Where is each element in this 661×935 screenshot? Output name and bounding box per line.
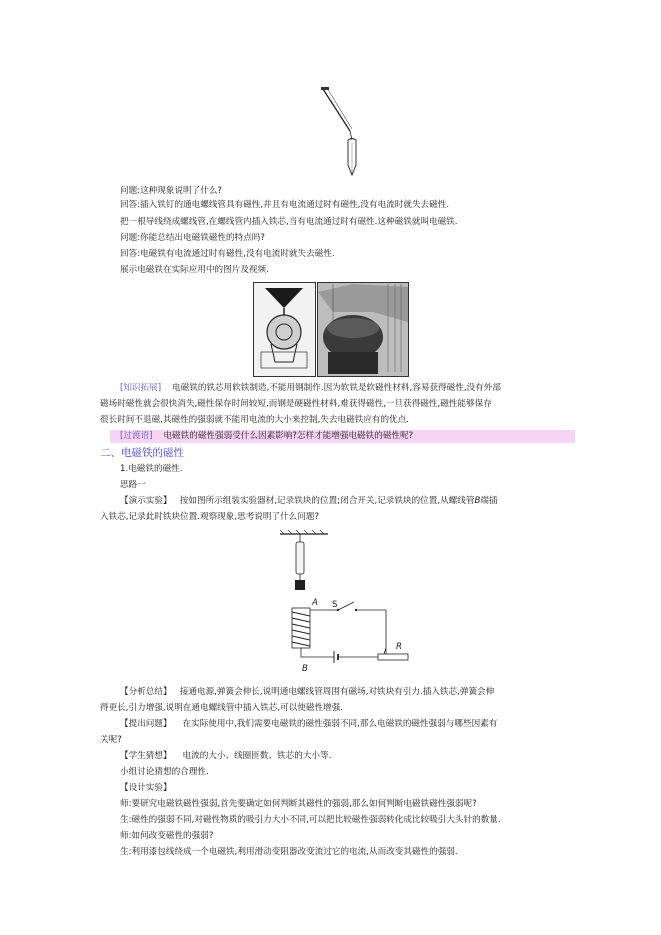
design-tag: 【设计实验】 — [120, 783, 172, 793]
analysis-line-2: 得更长,引力增强,说明在通电螺线管中插入铁芯,可以使磁性增强. — [100, 703, 343, 713]
circuit-diagram — [270, 530, 420, 678]
guess-tag: 【学生猜想】 — [120, 751, 172, 761]
text-line: 问题:这种现象说明了什么? — [120, 186, 222, 196]
knowledge-line-3: 很长时间不退磁,其磁性的强弱就不能用电流的大小来控制,失去电磁铁应有的优点. — [100, 415, 409, 425]
transition-tag: [过渡语] — [120, 431, 153, 441]
dialog-line: 生:磁性的强弱不同,对磁性物质的吸引力大小不同,可以把比较磁性强弱转化成比较吸引大头针的数量. — [120, 815, 501, 825]
knowledge-tag: [知识拓展] — [120, 383, 162, 393]
dialog-line: 生:利用漆包线绕成一个电磁铁,利用滑动变阻器改变流过它的电流,从而改变其磁性的强弱. — [120, 847, 458, 857]
dialog-line: 师:如何改变磁性的强弱? — [120, 831, 214, 841]
electromagnet-application-photos — [253, 282, 409, 377]
subsection-heading: 1.电磁铁的磁性. — [120, 464, 183, 474]
group-line: 小组讨论猜想的合理性. — [120, 767, 209, 777]
label-a: A — [312, 598, 318, 608]
demo-tag: 【演示实验】 — [120, 496, 172, 506]
guess-line: 【学生猜想】 电流的大小、线圈匝数、铁芯的大小等. — [120, 751, 332, 761]
section-title: 二、电磁铁的磁性 — [100, 447, 184, 459]
label-r: R — [396, 642, 402, 652]
nail-suspension-figure — [318, 85, 370, 180]
transition-line: [过渡语] 电磁铁的磁性强弱受什么因素影响?怎样才能增强电磁铁的磁性呢? — [110, 430, 575, 443]
text-line: 展示电磁铁在实际应用中的图片及视频. — [120, 265, 269, 275]
knowledge-line-2: 磁场时磁性就会很快消失,磁性保存时间较短.而钢是硬磁性材料,难获得磁性,一旦获得磁性,磁性能够保存 — [100, 399, 492, 409]
demo-line-2: 入铁芯,记录此时铁块位置.观察现象,思考说明了什么问题? — [100, 512, 320, 522]
demo-line-1: 【演示实验】 按如图所示组装实验器材,记录铁块的位置;闭合开关,记录铁块的位置,从螺线管B端插 — [120, 496, 498, 506]
analysis-line-1: 【分析总结】 接通电源,弹簧会伸长,说明通电螺线管周围有磁场,对铁块有引力.插入铁芯,弹簧会伸 — [120, 687, 495, 697]
idea-label: 思路一 — [120, 480, 146, 490]
text-line: 回答:电磁铁有电流通过时有磁性,没有电流时就失去磁性. — [120, 249, 335, 259]
label-b: B — [302, 664, 308, 674]
text-line: 回答:插入铁钉的通电螺线管具有磁性,并且有电流通过时有磁性,没有电流时就失去磁性. — [120, 200, 450, 210]
dialog-line: 师:要研究电磁铁磁性强弱,首先要确定如何判断其磁性的强弱,那么如何判断电磁铁磁性强弱呢? — [120, 799, 477, 809]
question-line-2: 关呢? — [100, 735, 122, 745]
label-s: S — [332, 600, 338, 610]
text-line: 问题:你能总结出电磁铁磁性的特点吗? — [120, 233, 265, 243]
knowledge-line-1: [知识拓展] 电磁铁的铁芯用软铁制造,不能用钢制作.因为软铁是软磁性材料,容易获得磁性,没有外部 — [120, 383, 501, 393]
question-tag: 【提出问题】 — [120, 719, 172, 729]
text-line: 把一根导线绕成螺线管,在螺线管内插入铁芯,当有电流通过时有磁性.这种磁铁就叫电磁铁. — [120, 217, 458, 227]
analysis-tag: 【分析总结】 — [120, 687, 172, 697]
question-line-1: 【提出问题】 在实际使用中,我们需要电磁铁的磁性强弱不同,那么电磁铁的磁性强弱与哪些因素有 — [120, 719, 498, 729]
